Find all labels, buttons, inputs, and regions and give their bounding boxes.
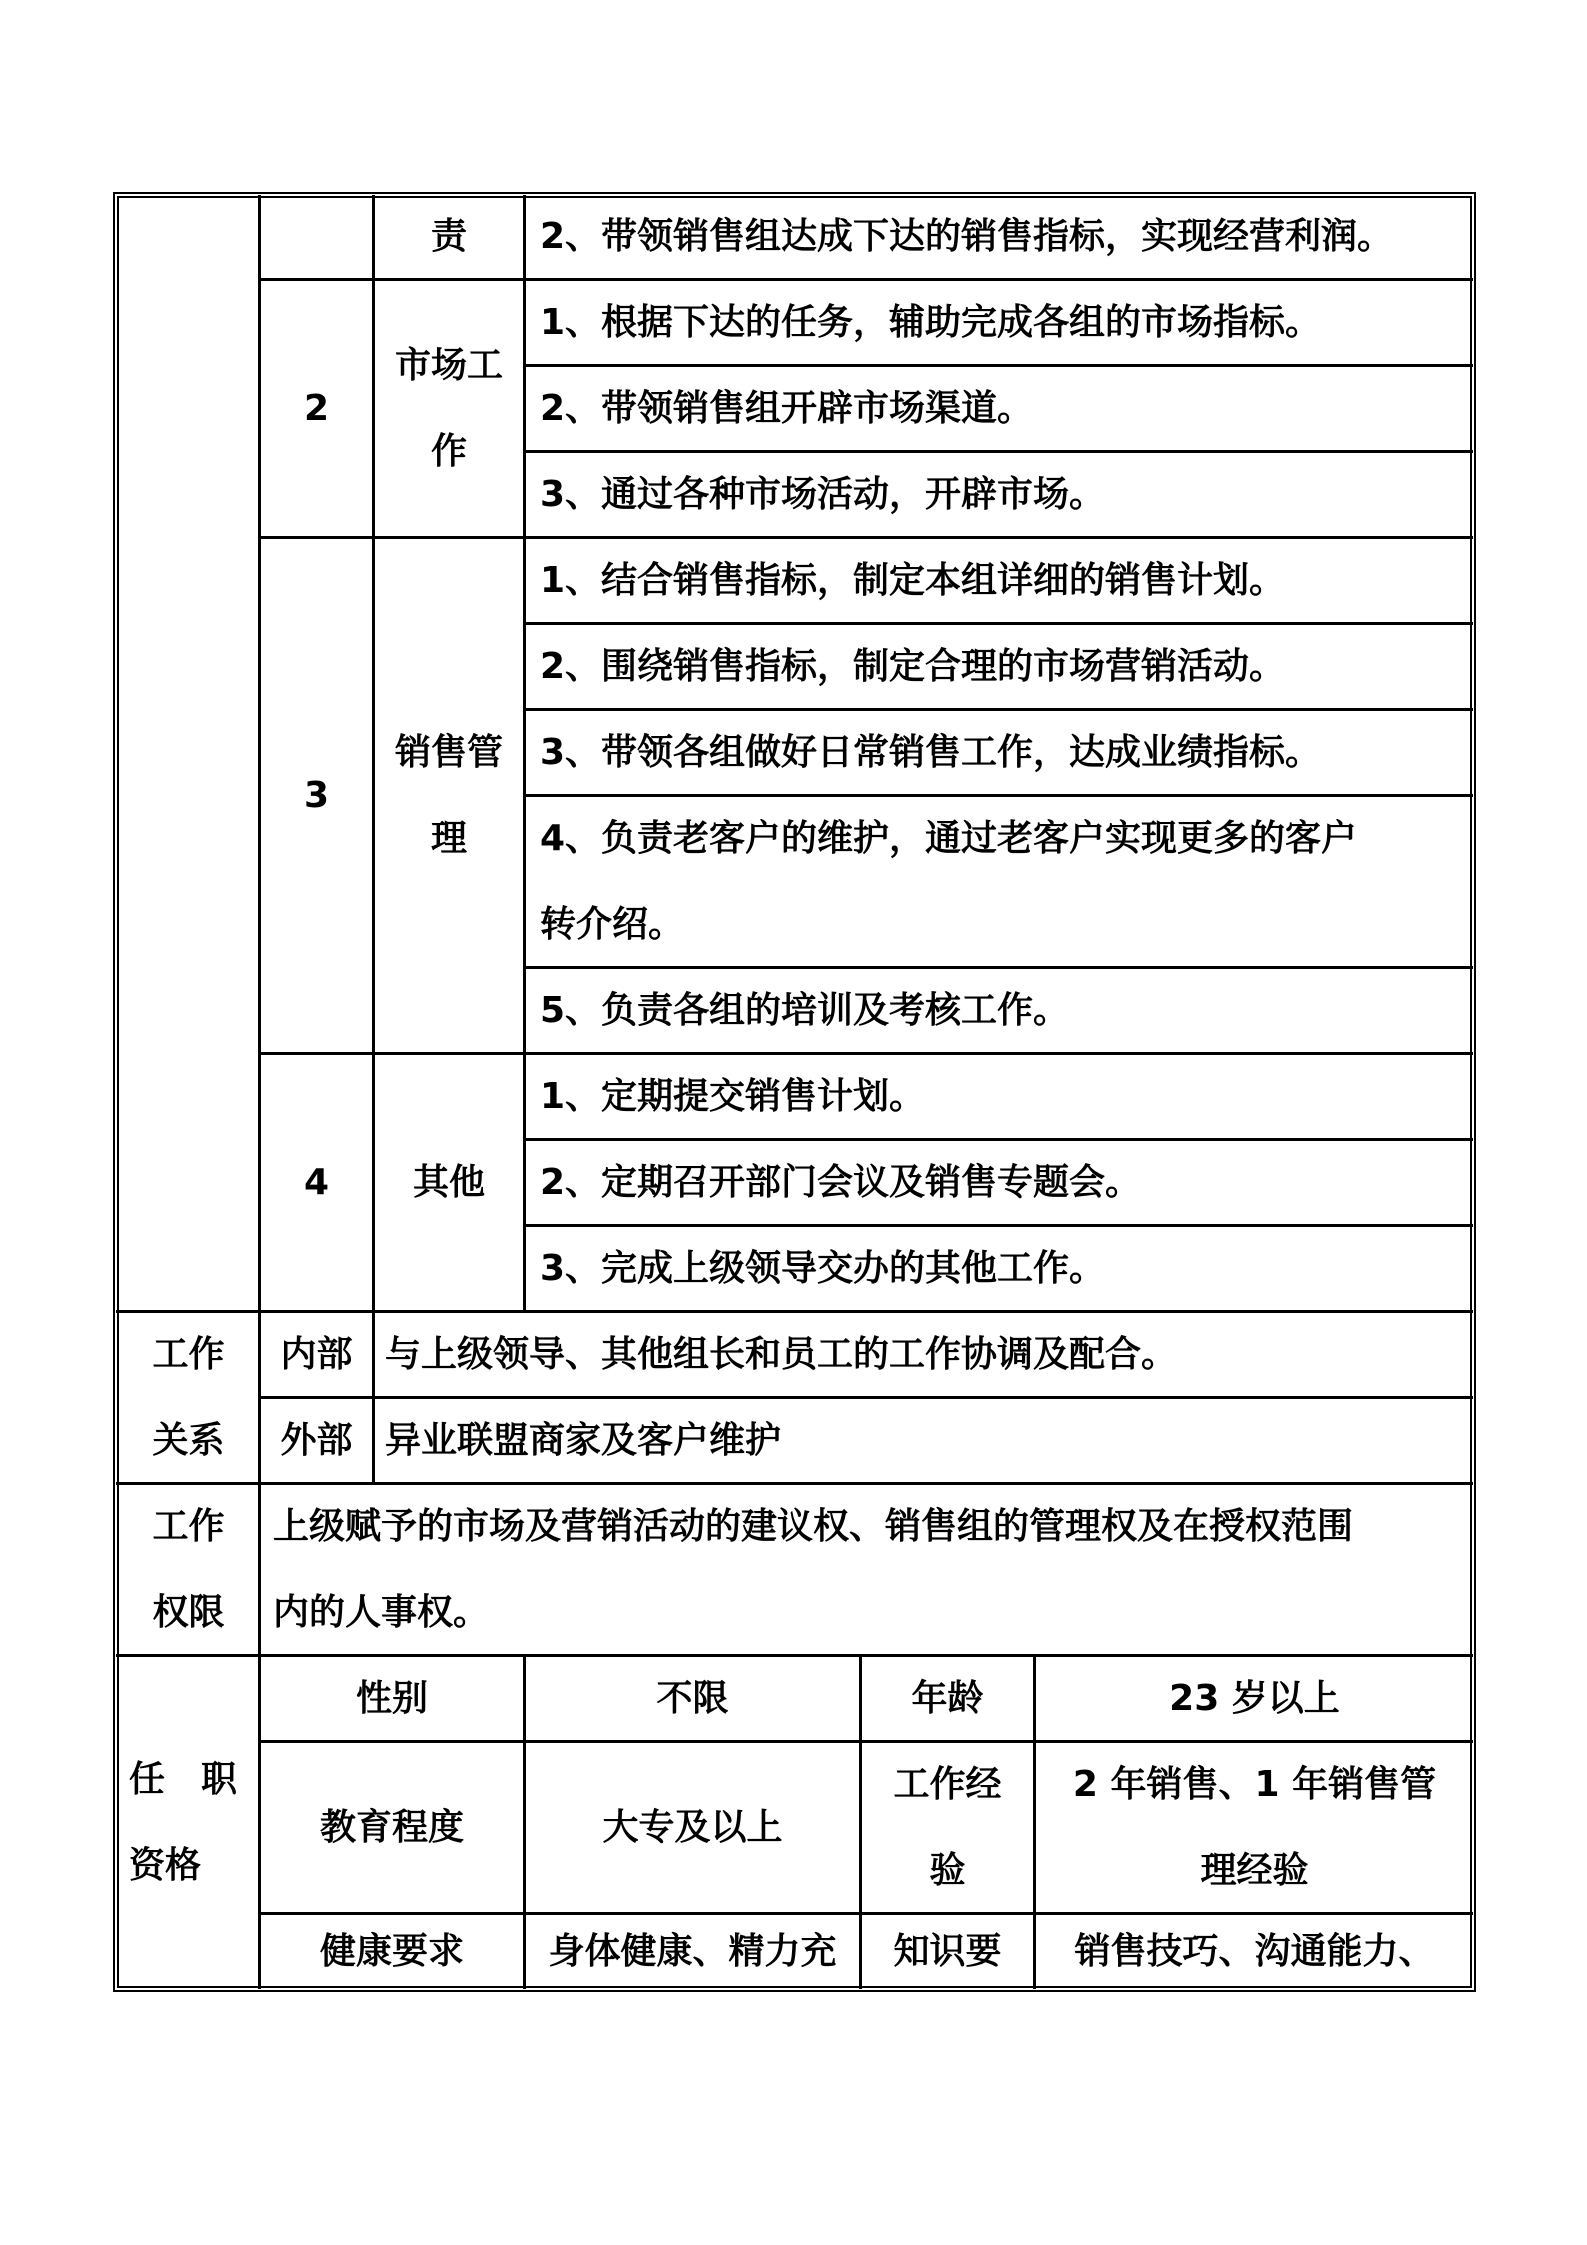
duty-item xyxy=(526,711,1473,794)
duty-item xyxy=(526,367,1473,450)
experience-value-line: 理经验 xyxy=(1200,1849,1309,1891)
knowledge-value-text: 销售技巧、沟通能力、 xyxy=(1074,1931,1435,1972)
experience-label-line: 验 xyxy=(929,1849,966,1891)
authority-label-line: 权限 xyxy=(152,1591,225,1633)
education-label xyxy=(261,1743,523,1912)
duty-label-text: 责 xyxy=(430,216,467,257)
health-label-text: 健康要求 xyxy=(319,1931,464,1972)
qualifications-label-line: 任 职 xyxy=(129,1759,238,1800)
gender-value xyxy=(526,1657,859,1740)
duty-item xyxy=(526,453,1473,536)
duty-item-text: 3、带领各组做好日常销售工作，达成业绩指标。 xyxy=(540,731,1322,773)
internal-label xyxy=(261,1313,372,1396)
section-label-text: 其他 xyxy=(412,1161,485,1203)
knowledge-label xyxy=(862,1915,1033,1989)
duty-item-text: 1、定期提交销售计划。 xyxy=(540,1075,926,1117)
gender-label-text: 性别 xyxy=(355,1677,428,1719)
age-value xyxy=(1036,1657,1473,1740)
duty-item xyxy=(526,539,1473,622)
duty-label xyxy=(375,195,523,279)
internal-value xyxy=(375,1313,1473,1396)
duty-item-text: 3、完成上级领导交办的其他工作。 xyxy=(540,1247,1106,1289)
education-label-text: 教育程度 xyxy=(319,1806,464,1848)
section-label-line: 销售管 xyxy=(394,731,503,773)
age-value-text: 23 岁以上 xyxy=(1169,1677,1340,1719)
experience-label xyxy=(862,1743,1033,1912)
duty-item-text: 2、带领销售组开辟市场渠道。 xyxy=(540,387,1034,429)
duty-item xyxy=(526,1141,1473,1224)
relations-label xyxy=(119,1313,258,1482)
section-label xyxy=(375,281,523,536)
duty-item xyxy=(526,797,1473,966)
section-label-line: 市场工 xyxy=(394,344,503,386)
duty-item xyxy=(526,195,1473,279)
internal-label-text: 内部 xyxy=(280,1333,353,1375)
duty-item-text: 2、围绕销售指标，制定合理的市场营销活动。 xyxy=(540,645,1286,687)
section-label-line: 作 xyxy=(430,430,467,472)
qualifications-label-line: 资格 xyxy=(129,1845,202,1886)
age-label xyxy=(862,1657,1033,1740)
knowledge-label-text: 知识要 xyxy=(893,1931,1002,1972)
age-label-text: 年龄 xyxy=(911,1677,984,1719)
authority-value-line: 内的人事权。 xyxy=(273,1591,490,1633)
section-number xyxy=(261,281,372,536)
education-value-text: 大专及以上 xyxy=(602,1806,783,1848)
internal-value-text: 与上级领导、其他组长和员工的工作协调及配合。 xyxy=(385,1333,1178,1375)
section-number-text: 2 xyxy=(303,387,330,429)
gender-value-text: 不限 xyxy=(656,1677,729,1719)
education-value xyxy=(526,1743,859,1912)
health-value-text: 身体健康、精力充 xyxy=(548,1931,837,1972)
duty-item xyxy=(526,625,1473,708)
experience-label-line: 工作经 xyxy=(893,1763,1002,1805)
relations-label-line: 关系 xyxy=(152,1419,225,1461)
section-number-text: 3 xyxy=(303,774,330,816)
relations-label-line: 工作 xyxy=(152,1333,225,1375)
authority-label xyxy=(119,1485,258,1654)
duty-item-text: 4、负责老客户的维护，通过老客户实现更多的客户 xyxy=(540,817,1358,859)
section-number xyxy=(261,539,372,1052)
health-label xyxy=(261,1915,523,1989)
duty-item xyxy=(526,1055,1473,1138)
authority-value-line: 上级赋予的市场及营销活动的建议权、销售组的管理权及在授权范围 xyxy=(273,1505,1354,1547)
knowledge-value xyxy=(1036,1915,1473,1989)
external-label-text: 外部 xyxy=(280,1419,353,1461)
duty-item-text: 2、定期召开部门会议及销售专题会。 xyxy=(540,1161,1142,1203)
duty-item-text: 1、结合销售指标，制定本组详细的销售计划。 xyxy=(540,559,1286,601)
duty-item-text: 3、通过各种市场活动，开辟市场。 xyxy=(540,473,1106,515)
duty-item-text: 2、带领销售组达成下达的销售指标，实现经营利润。 xyxy=(540,216,1394,257)
section-number xyxy=(261,1055,372,1310)
experience-value xyxy=(1036,1743,1473,1912)
section-label xyxy=(375,539,523,1052)
duty-item xyxy=(526,969,1473,1052)
section-label-line: 理 xyxy=(430,817,467,859)
authority-label-line: 工作 xyxy=(152,1505,225,1547)
external-value-text: 异业联盟商家及客户维护 xyxy=(385,1419,782,1461)
duty-item-text: 5、负责各组的培训及考核工作。 xyxy=(540,989,1070,1031)
gender-label xyxy=(261,1657,523,1740)
section-label xyxy=(375,1055,523,1310)
duty-item-text: 转介绍。 xyxy=(540,903,685,945)
qualifications-label xyxy=(119,1657,258,1989)
duty-item xyxy=(526,1227,1473,1310)
external-label xyxy=(261,1399,372,1482)
external-value xyxy=(375,1399,1473,1482)
experience-value-line: 2 年销售、1 年销售管 xyxy=(1072,1763,1437,1805)
section-number-text: 4 xyxy=(303,1161,330,1203)
duty-item-text: 1、根据下达的任务，辅助完成各组的市场指标。 xyxy=(540,301,1322,343)
duty-item xyxy=(526,281,1473,364)
authority-value xyxy=(261,1485,1473,1654)
health-value xyxy=(526,1915,859,1989)
